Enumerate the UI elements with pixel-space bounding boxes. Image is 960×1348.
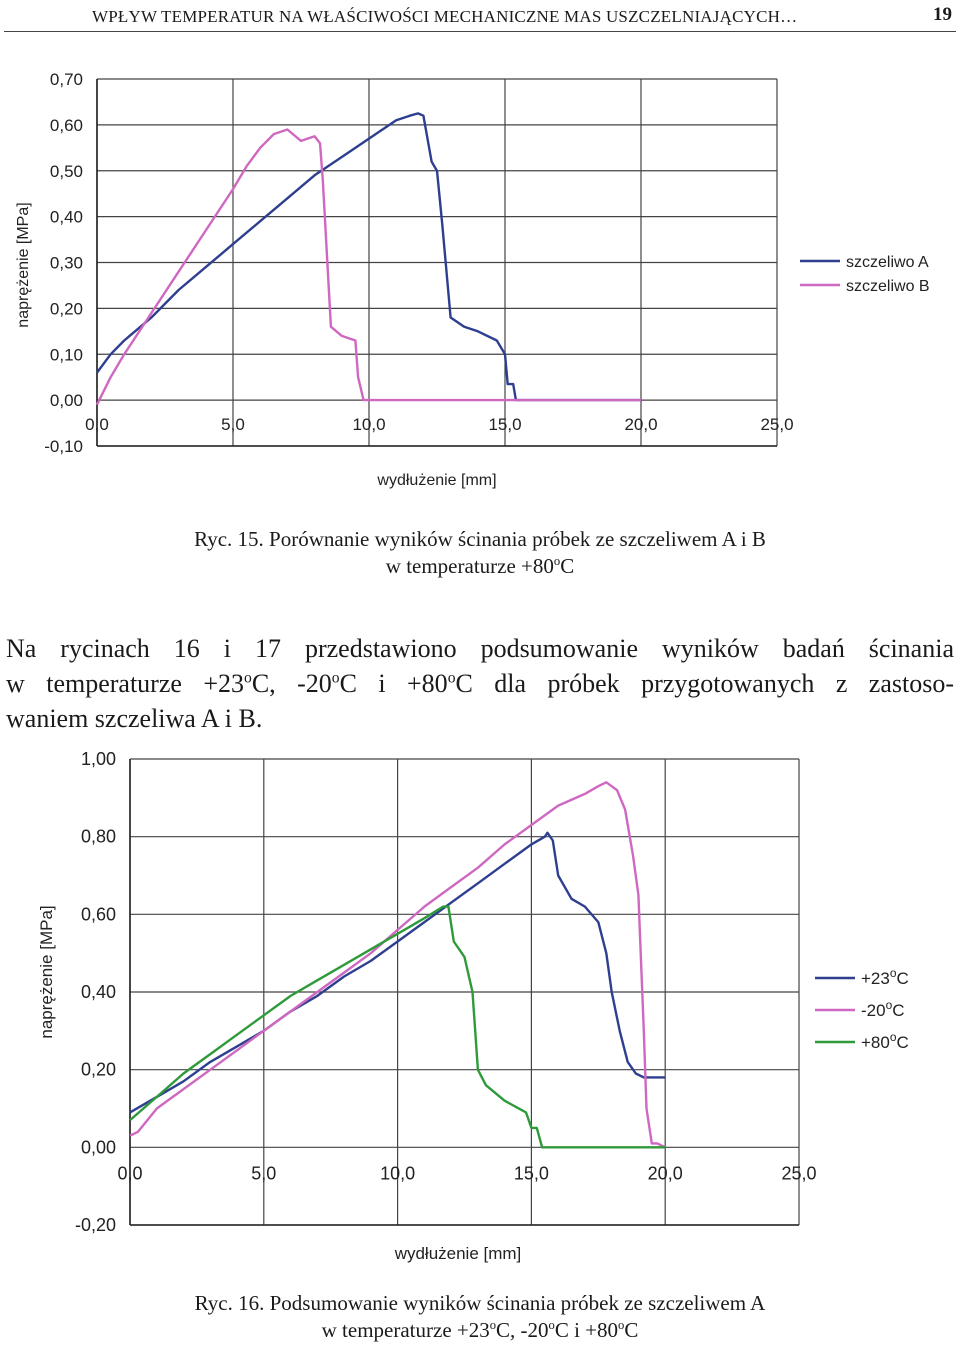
figure-15 (0, 55, 960, 500)
page-number: 19 (933, 4, 952, 25)
figure-15-caption-line-1: Ryc. 15. Porównanie wyników ścinania próbek ze szczeliwem A i B (194, 527, 766, 551)
y-tick-label: 0,30 (49, 253, 83, 273)
running-title: WPŁYW TEMPERATUR NA WŁAŚCIWOŚCI MECHANICZNE MAS USZCZELNIAJĄCYCH… (92, 7, 798, 26)
legend-label: $+80^oC$ (861, 1030, 909, 1052)
figure-16-chart (0, 740, 960, 1280)
body-paragraph (6, 631, 954, 736)
y-tick-label: 0,40 (49, 207, 83, 227)
x-tick-label: 0,0 (117, 1163, 143, 1184)
figure-16-caption-line-1: Ryc. 16. Podsumowanie wyników ścinania próbek ze szczeliwem A (194, 1291, 766, 1315)
y-tick-label: 1,00 (80, 749, 116, 769)
figure-15-chart (0, 55, 960, 500)
y-tick-label: 0,60 (80, 904, 116, 925)
x-tick-label: 10,0 (380, 1163, 416, 1184)
figure-16 (0, 740, 960, 1280)
x-axis-label: wydłużenie [mm] (377, 472, 497, 489)
y-tick-label: 0,20 (80, 1059, 116, 1080)
y-axis-label: naprężenie [MPa] (37, 905, 56, 1039)
figure-16-caption-line-2: w temperaturze $+23^oC$, -20$^o$C $i +80^oC$ (321, 1318, 639, 1342)
y-tick-label: -0,10 (44, 437, 83, 456)
y-tick-label: 0,70 (49, 70, 83, 89)
x-axis-label: wydłużenie [mm] (394, 1244, 522, 1263)
y-tick-label: 0,40 (80, 982, 116, 1002)
legend-label: szczeliwo B (846, 278, 930, 295)
x-tick-label: 20,0 (624, 415, 658, 435)
x-tick-label: 20,0 (647, 1163, 683, 1184)
x-tick-label: 0,0 (85, 415, 109, 435)
x-tick-label: 5,0 (251, 1163, 277, 1184)
header-rule (4, 31, 956, 32)
x-tick-label: 15,0 (513, 1163, 549, 1184)
y-tick-label: 0,60 (49, 115, 83, 135)
paragraph-line-2: w temperaturze $+23^oC$, -20$^o$C $i +80^oC$ dla próbek przygotowanych z zastoso- (6, 669, 955, 698)
y-tick-label: 0,20 (49, 299, 83, 319)
legend-label: $+23^oC$ (861, 966, 909, 988)
page-header (0, 0, 960, 40)
y-tick-label: 0,10 (49, 345, 83, 365)
figure-15-caption-line-2: w temperaturze $+80^oC$ (385, 554, 575, 578)
y-tick-label: 0,50 (49, 161, 83, 181)
y-tick-label: 0,00 (80, 1137, 116, 1158)
figure-15-caption (0, 526, 960, 580)
legend-label: szczeliwo A (846, 254, 929, 271)
x-tick-label: 15,0 (488, 415, 522, 435)
paragraph-line-1: Na rycinach 16 i 17 przedstawiono podsumowanie wyników badań ścinania (6, 634, 954, 663)
figure-16-caption (0, 1290, 960, 1344)
x-tick-label: 10,0 (352, 415, 386, 435)
x-tick-label: 5,0 (221, 415, 245, 435)
legend-label: -20$^o$C (861, 998, 905, 1020)
paragraph-line-3: waniem szczeliwa A i B. (6, 704, 263, 733)
y-tick-label: 0,00 (49, 391, 83, 411)
y-tick-label: -0,20 (74, 1215, 116, 1235)
y-tick-label: 0,80 (80, 826, 116, 847)
x-tick-label: 25,0 (760, 415, 794, 435)
x-tick-label: 25,0 (781, 1163, 817, 1184)
y-axis-label: naprężenie [MPa] (15, 202, 32, 328)
